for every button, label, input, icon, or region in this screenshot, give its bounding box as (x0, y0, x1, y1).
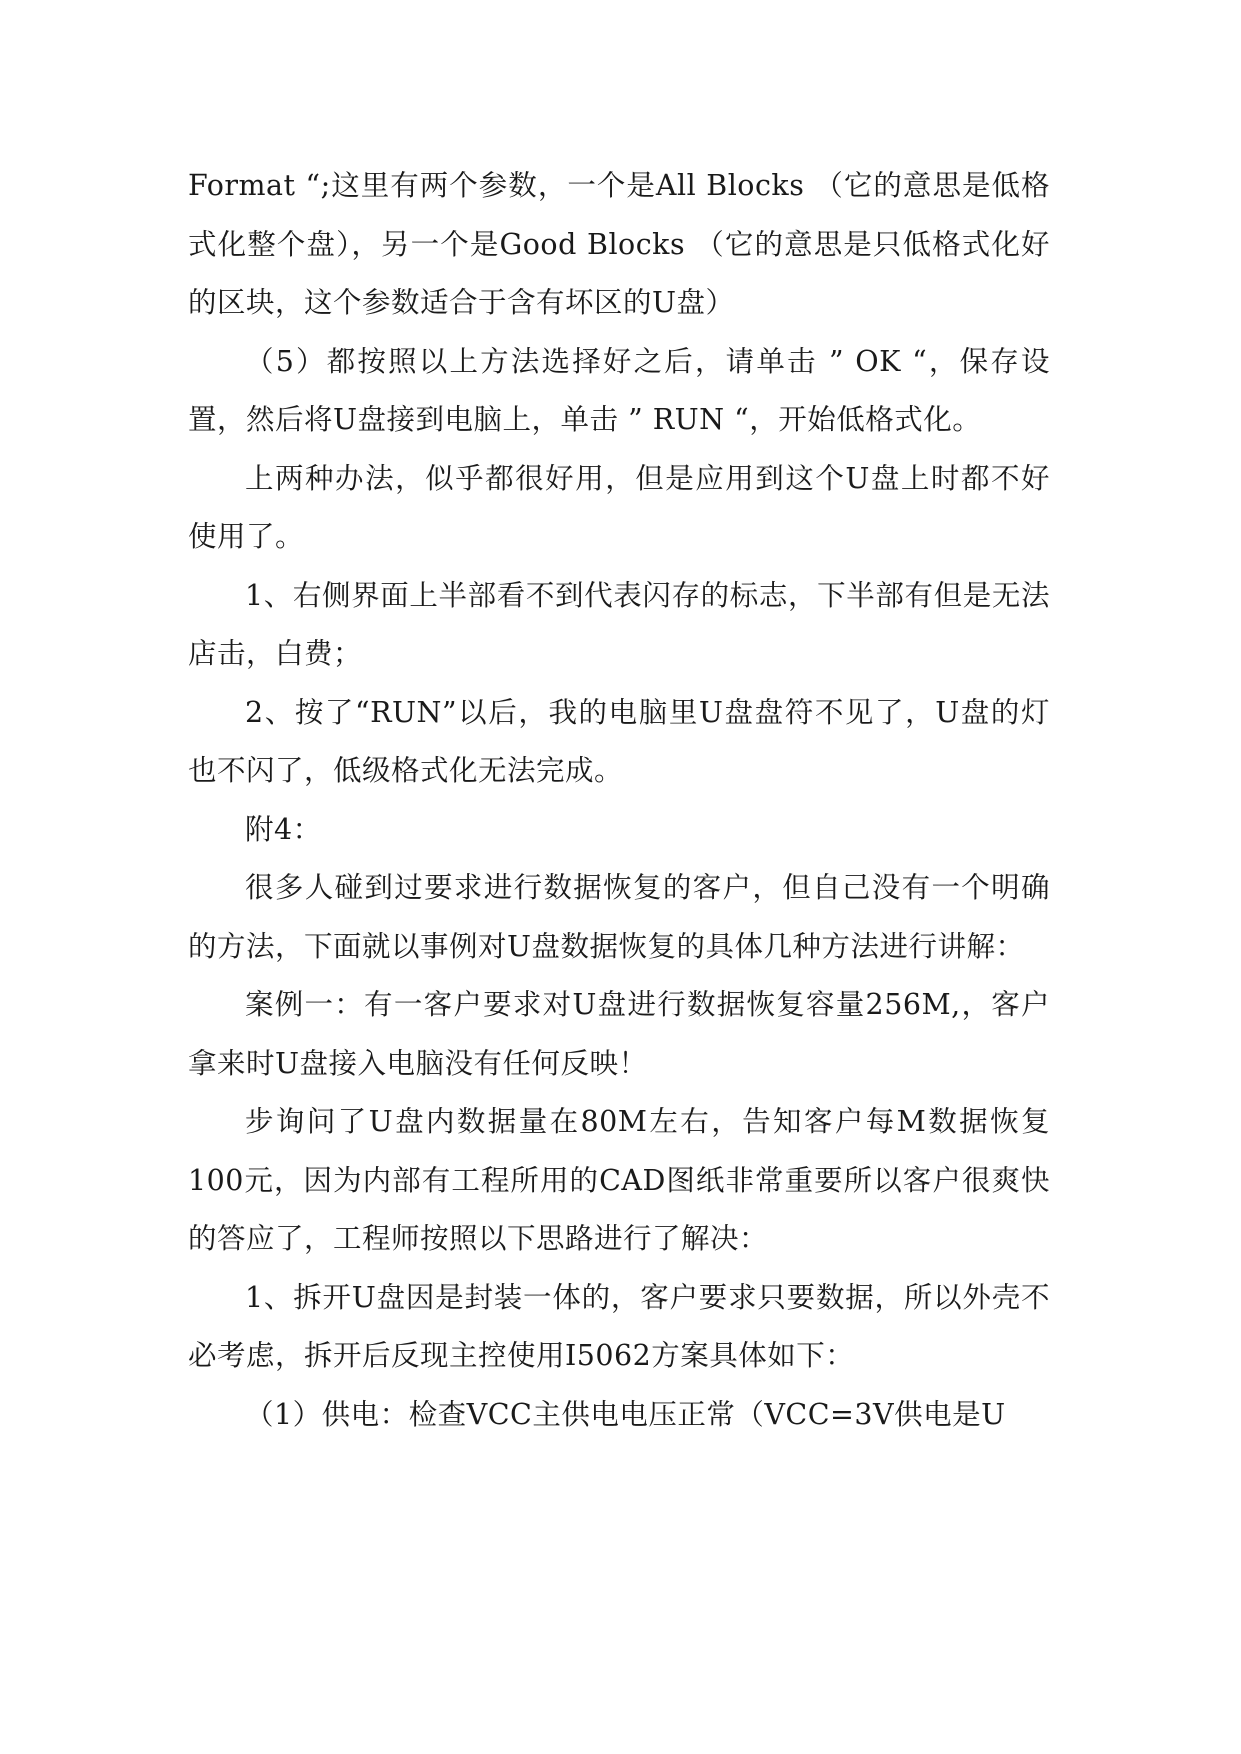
paragraph-10: 1、拆开U盘因是封装一体的，客户要求只要数据，所以外壳不必考虑，拆开后反现主控使用I5062方案具体如下： (188, 1280, 1050, 1372)
document-page (188, 157, 1050, 1444)
paragraph-8: 案例一：有一客户要求对U盘进行数据恢复容量256M,，客户拿来时U盘接入电脑没有任何反映！ (188, 988, 1050, 1080)
paragraph-11: （1）供电：检查VCC主供电电压正常（VCC=3V供电是U (245, 1397, 1006, 1431)
paragraph-1: Format “;这里有两个参数，一个是All Blocks （它的意思是低格式化整个盘），另一个是Good Blocks （它的意思是只低格式化好的区块，这个参数适合于含有坏区的U盘） (188, 169, 1050, 319)
paragraph-3: 上两种办法，似乎都很好用，但是应用到这个U盘上时都不好使用了。 (188, 461, 1050, 553)
paragraph-9: 步询问了U盘内数据量在80M左右，告知客户每M数据恢复100元，因为内部有工程所用的CAD图纸非常重要所以客户很爽快的答应了，工程师按照以下思路进行了解决： (188, 1105, 1050, 1255)
paragraph-7: 很多人碰到过要求进行数据恢复的客户，但自己没有一个明确的方法，下面就以事例对U盘数据恢复的具体几种方法进行讲解： (188, 871, 1050, 963)
paragraph-2: （5）都按照以上方法选择好之后，请单击 ” OK “，保存设置，然后将U盘接到电脑上，单击 ” RUN “，开始低格式化。 (188, 344, 1050, 436)
paragraph-6: 附4： (245, 812, 322, 846)
paragraph-4: 1、右侧界面上半部看不到代表闪存的标志，下半部有但是无法店击，白费； (188, 578, 1050, 670)
paragraph-5: 2、按了“RUN”以后，我的电脑里U盘盘符不见了，U盘的灯也不闪了，低级格式化无法完成。 (188, 695, 1050, 787)
